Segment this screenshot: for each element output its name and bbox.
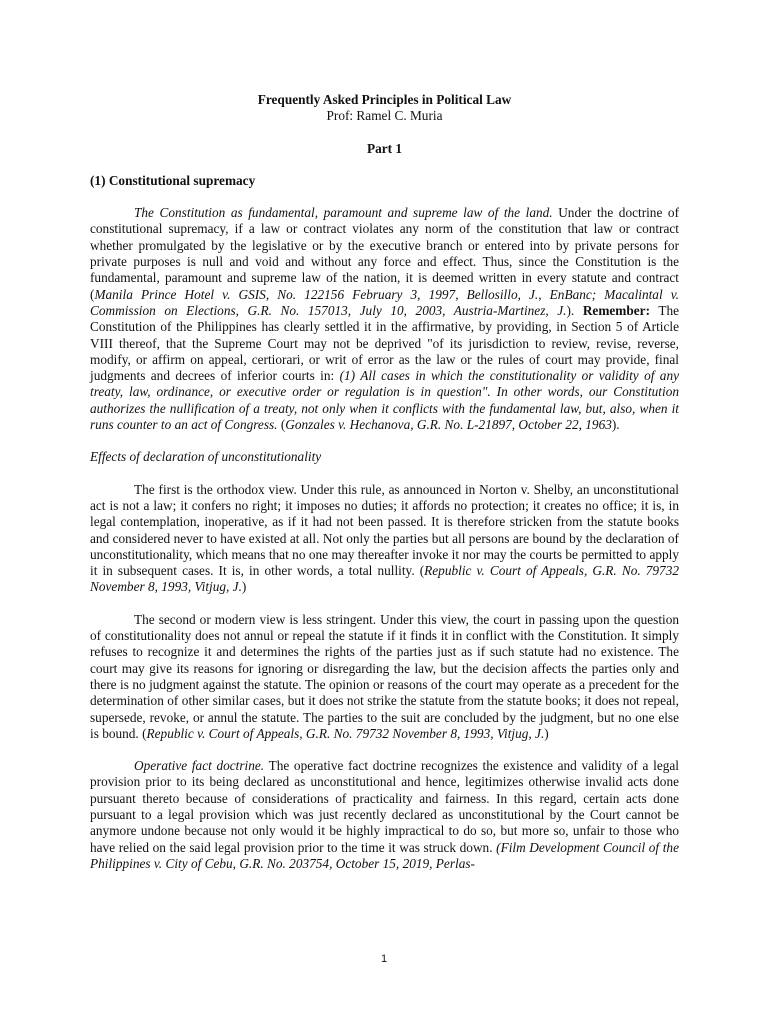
- document-body: [90, 92, 679, 872]
- paragraph-modern-view: The second or modern view is less stringent. Under this view, the court in passing upon the question of constitutionality does not annul or repeal the statute if it finds it in conflict with the Constitution. It simply refuses to recognize it and determines the rights of the parties just as if such statute had no existence. The court may give its reasons for ignoring or disregarding the law, but the decision affects the parties only and there is no judgment against the statute. The opinion or reasons of the court may operate as a precedent for the determination of other similar cases, but it does not strike the statute from the statute books; it does not repeal, supersede, revoke, or annul the statute. The parties to the suit are concluded by the judgment, but no one else is bound. (Republic v. Court of Appeals, G.R. No. 79732 November 8, 1993, Vitjug, J.): [90, 611, 679, 741]
- paragraph-constitutional-supremacy: The Constitution as fundamental, paramount and supreme law of the land. Under the doctrine of constitutional supremacy, if a law or contract violates any norm of the constitution that law or contract whether promulgated by the legislative or by the executive branch or entered into by private persons for private purposes is null and void and without any force and effect. Thus, since the Constitution is the fundamental, paramount and supreme law of the nation, it is deemed written in every statute and contract (Manila Prince Hotel v. GSIS, No. 122156 February 3, 1997, Bellosillo, J., EnBanc; Macalintal v. Commission on Elections, G.R. No. 157013, July 10, 2003, Austria-Martinez, J.). Remember: The Constitution of the Philippines has clearly settled it in the affirmative, by providing, in Section 5 of Article VIII thereof, that the Supreme Court may not be deprived "of its jurisdiction to review, revise, reverse, modify, or affirm on appeal, certiorari, or writ of error as the law or the rules of court may provide, final judgments and decrees of inferior courts in: (1) All cases in which the constitutionality or validity of any treaty, law, ordinance, or executive order or regulation is in question". In other words, our Constitution authorizes the nullification of a treaty, not only when it conflicts with the fundamental law, but, also, when it runs counter to an act of Congress. (Gonzales v. Hechanova, G.R. No. L-21897, October 22, 1963).: [90, 205, 680, 433]
- page-number: 1: [380, 953, 388, 965]
- document-author: Prof: Ramel C. Muria: [326, 108, 443, 124]
- paragraph-operative-fact: Operative fact doctrine. The operative fact doctrine recognizes the existence and validity of a legal provision prior to its being declared as unconstitutional and hence, legitimizes otherwise invalid acts done pursuant thereto because of considerations of practicality and fairness. In this regard, certain acts done pursuant to a legal provision which was just recently declared as unconstitutional by the Court cannot be anymore undone because not only would it be highly impractical to do so, but more so, unfair to those who have relied on the said legal provision prior to the time it was struck down. (Film Development Council of the Philippines v. City of Cebu, G.R. No. 203754, October 15, 2019, Perlas-: [90, 758, 679, 871]
- document-title: Frequently Asked Principles in Political Law: [257, 92, 512, 107]
- subheading-effects: Effects of declaration of unconstitutionality: [90, 449, 322, 465]
- part-heading: Part 1: [366, 140, 403, 156]
- paragraph-orthodox-view: The first is the orthodox view. Under this rule, as announced in Norton v. Shelby, an unconstitutional act is not a law; it confers no right; it imposes no duties; it affords no protection; it creates no office; it is, in legal contemplation, inoperative, as if it had not been passed. It is therefore stricken from the statute books and considered never to have existed at all. Not only the parties but all persons are bound by the declaration of unconstitutionality, which means that no one may thereafter invoke it nor may the courts be permitted to apply it in subsequent cases. It is, in other words, a total nullity. (Republic v. Court of Appeals, G.R. No. 79732 November 8, 1993, Vitjug, J.): [90, 481, 679, 595]
- section-heading: (1) Constitutional supremacy: [90, 172, 256, 188]
